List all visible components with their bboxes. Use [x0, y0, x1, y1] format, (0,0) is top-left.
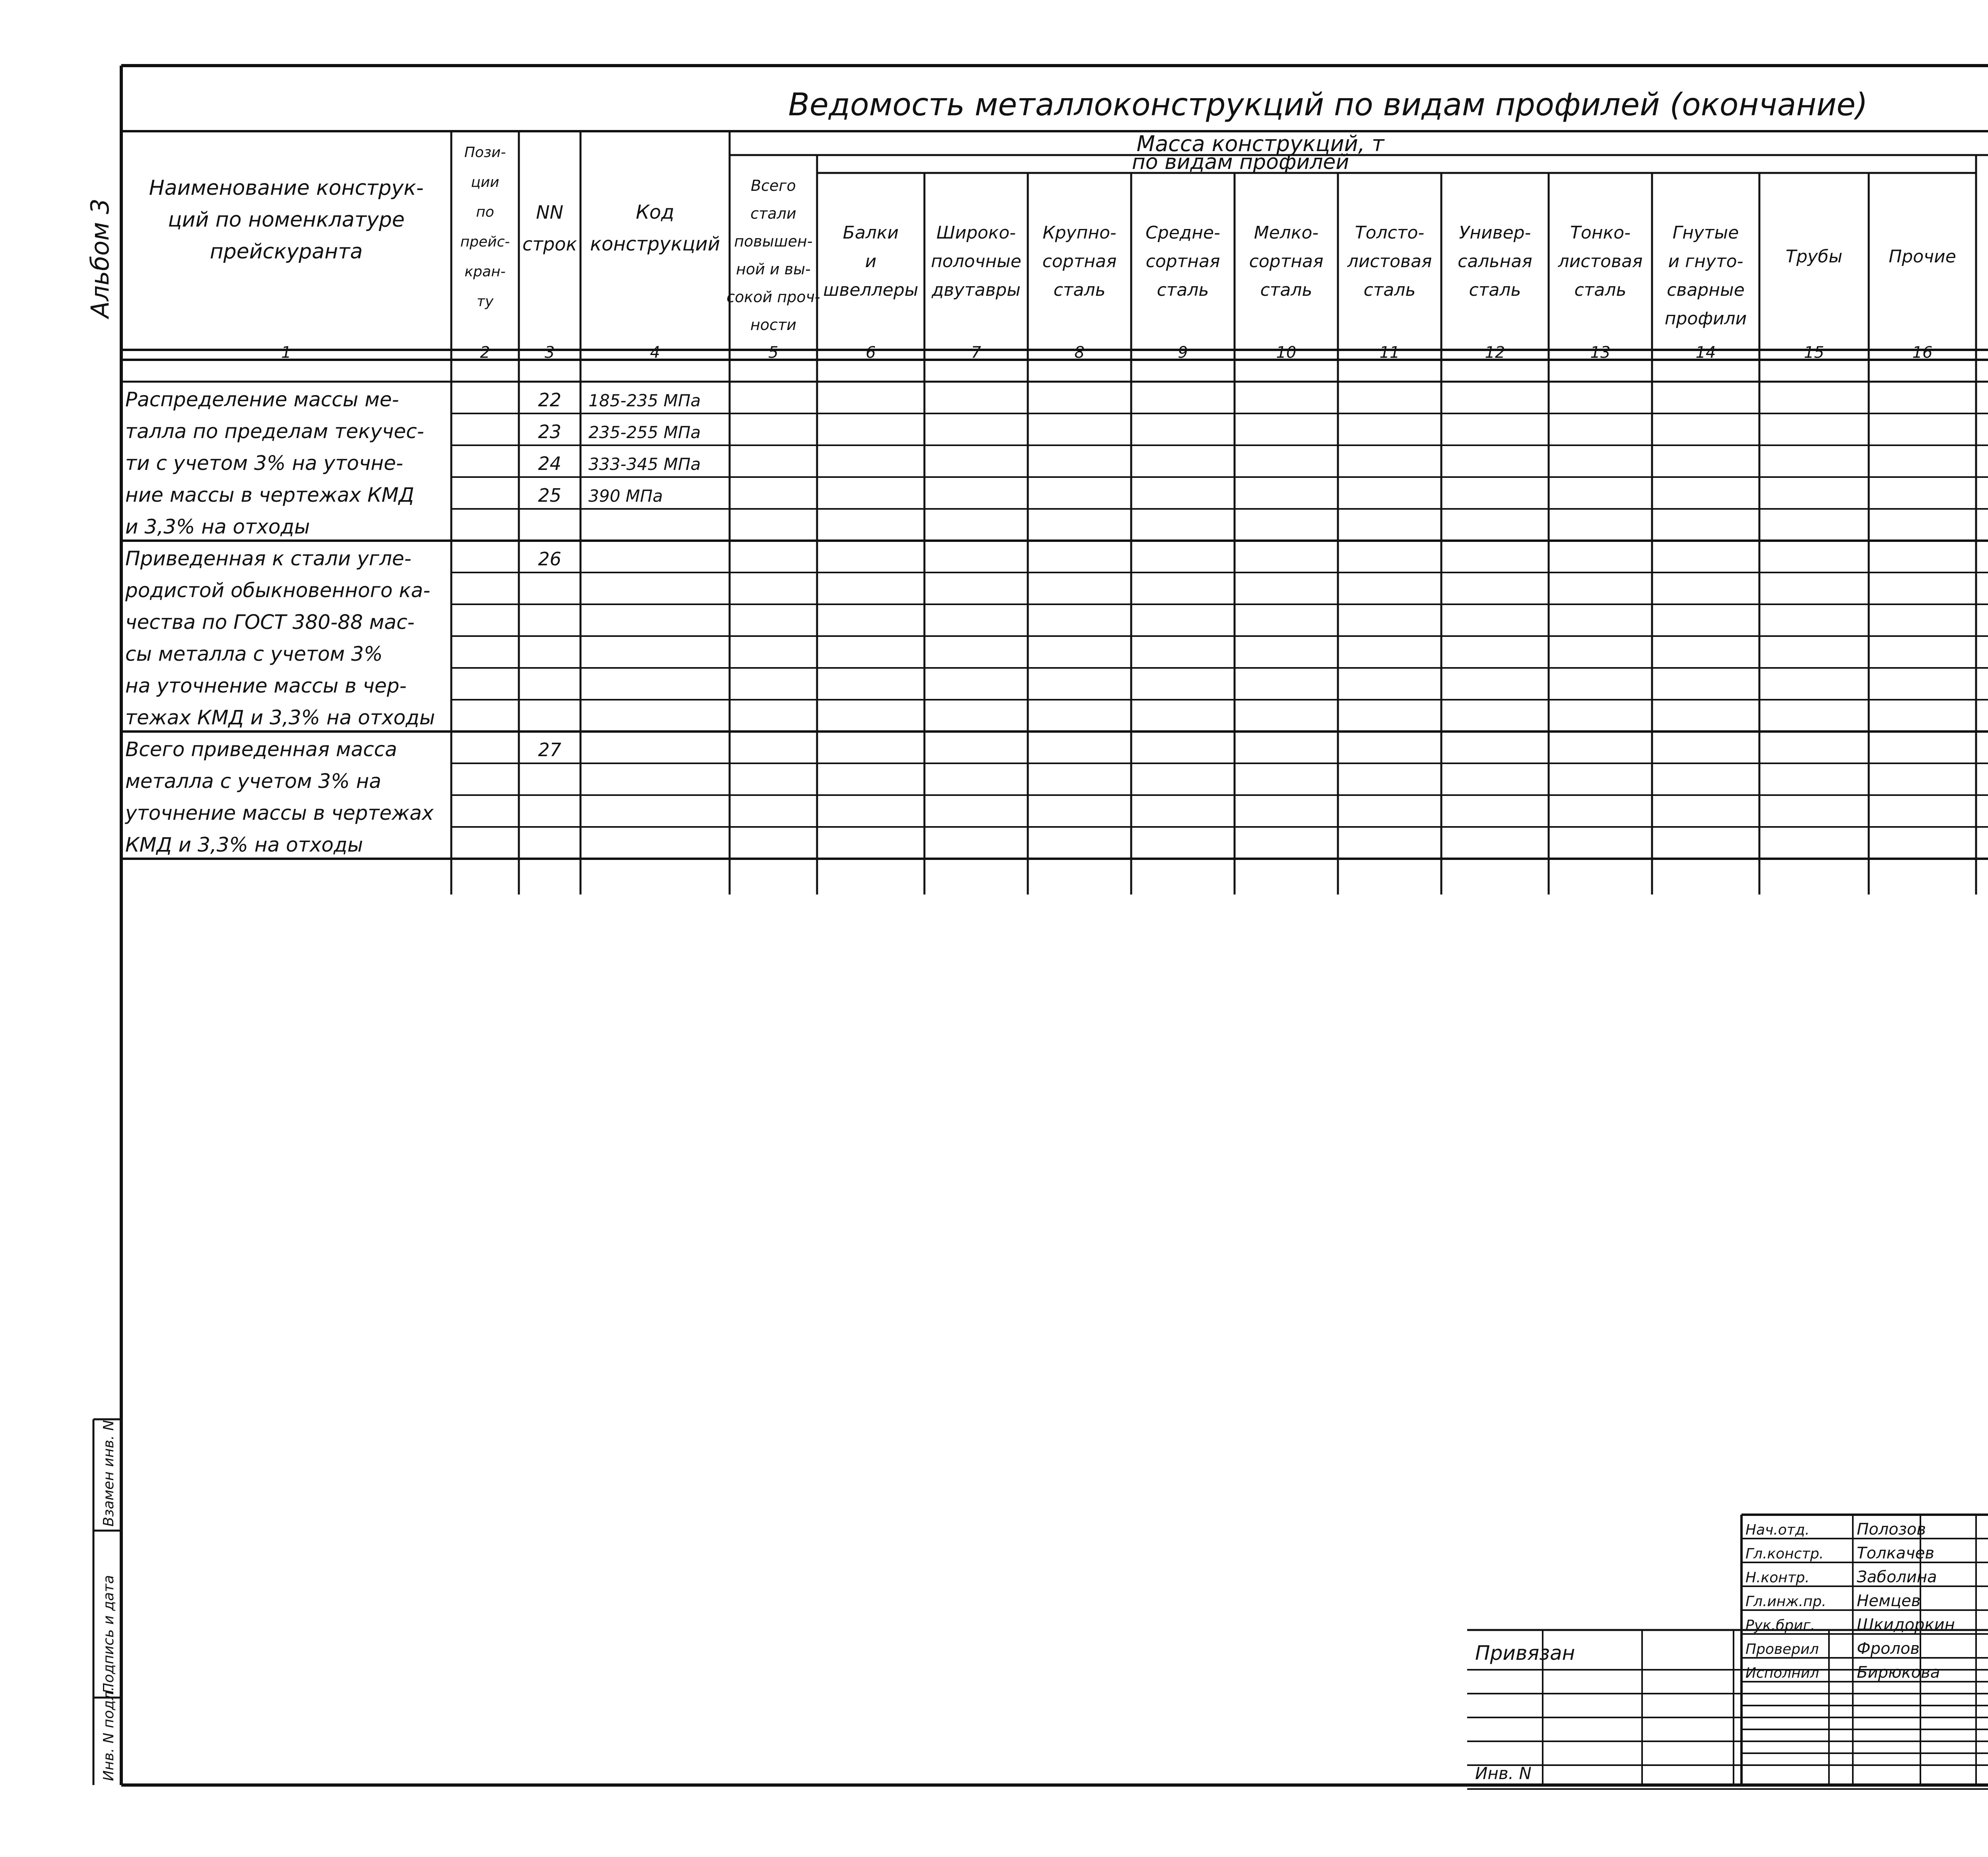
row-name: Распределение массы ме- [125, 388, 399, 411]
signature-name: Толкачев [1857, 1544, 1934, 1562]
header-col5: повышен- [734, 233, 813, 250]
row-name: ние массы в чертежах КМД [125, 483, 414, 506]
header-profile: и [865, 251, 877, 272]
header-col2: ту [476, 293, 494, 310]
header-profile: Трубы [1786, 246, 1842, 267]
header-col5: сокой проч- [726, 288, 820, 306]
column-number: 12 [1485, 343, 1505, 362]
row-line-number: 22 [538, 389, 561, 411]
header-profile: Тонко- [1570, 223, 1631, 243]
column-number: 1 [281, 343, 291, 362]
signature-role: Нач.отд. [1745, 1522, 1810, 1538]
column-number: 14 [1695, 343, 1716, 362]
header-profile: сталь [1053, 280, 1106, 300]
header-col5: ности [750, 316, 796, 334]
row-code: 185-235 МПа [588, 391, 701, 410]
header-profile: сварные [1667, 280, 1745, 300]
signature-role: Исполнил [1745, 1665, 1819, 1681]
column-number: 15 [1804, 343, 1824, 362]
header-profile: и гнуто- [1668, 251, 1743, 272]
header-profile: Прочие [1889, 246, 1956, 267]
header-profile: сталь [1469, 280, 1521, 300]
row-line-number: 27 [538, 739, 561, 761]
signature-role: Проверил [1745, 1641, 1819, 1657]
header-col2: прейс- [460, 234, 510, 250]
table-title: Ведомость металлоконструкций по видам профилей (окончание) [788, 87, 1868, 123]
row-name: Всего приведенная масса [125, 738, 397, 761]
column-number: 16 [1912, 343, 1933, 362]
row-name: на уточнение массы в чер- [125, 674, 407, 697]
header-profile: сталь [1260, 280, 1312, 300]
privyazan-label: Привязан [1475, 1642, 1575, 1665]
row-line-number: 23 [538, 421, 561, 442]
row-name: уточнение массы в чертежах [125, 801, 434, 825]
row-name: и 3,3% на отходы [125, 515, 310, 538]
row-name: тежах КМД и 3,3% на отходы [125, 706, 435, 729]
header-col4: Код [636, 201, 674, 223]
header-profile: двутавры [932, 280, 1021, 300]
header-profile: Толсто- [1355, 223, 1425, 243]
left-strip-label: Подпись и дата [101, 1575, 117, 1694]
header-col4: конструкций [590, 233, 720, 255]
row-name: металла с учетом 3% на [125, 770, 381, 793]
header-col1: Наименование конструк- [149, 176, 424, 200]
column-number: 11 [1379, 343, 1400, 362]
row-code: 235-255 МПа [588, 423, 701, 442]
signature-name: Заболина [1857, 1568, 1937, 1586]
signature-name: Бирюкова [1857, 1663, 1940, 1682]
left-strip-label: Взамен инв. N [101, 1420, 117, 1527]
table-text [101, 87, 1988, 1853]
header-profile: сортная [1042, 251, 1117, 272]
header-profile: листовая [1558, 251, 1643, 272]
signature-role: Н.контр. [1745, 1570, 1810, 1586]
header-profile: профили [1664, 309, 1747, 329]
header-profile: сталь [1157, 280, 1209, 300]
row-code: 390 МПа [588, 486, 663, 506]
header-profile: листовая [1347, 251, 1432, 272]
column-number: 2 [480, 343, 490, 362]
header-profile: Универ- [1459, 223, 1531, 243]
row-name: Приведенная к стали угле- [125, 547, 412, 570]
header-col3: NN [536, 202, 563, 223]
row-name: ти с учетом 3% на уточне- [125, 452, 403, 475]
header-profile: сортная [1249, 251, 1324, 272]
signature-role: Гл.инж.пр. [1745, 1593, 1827, 1610]
column-number: 10 [1276, 343, 1297, 362]
row-line-number: 25 [538, 485, 561, 506]
header-col5: Всего [751, 177, 796, 194]
column-number: 5 [768, 343, 779, 362]
column-number: 13 [1590, 343, 1611, 362]
signature-name: Немцев [1857, 1592, 1921, 1610]
header-profile: швеллеры [823, 280, 918, 300]
signature-name: Фролов [1857, 1640, 1920, 1658]
row-code: 333-345 МПа [588, 454, 701, 474]
row-name: чества по ГОСТ 380-88 мас- [125, 611, 415, 634]
header-col1: ций по номенклатуре [168, 208, 405, 232]
row-line-number: 26 [538, 548, 561, 570]
row-line-number: 24 [538, 453, 561, 474]
header-profile: Крупно- [1043, 223, 1116, 243]
album-label: Альбом 3 [85, 198, 115, 318]
column-number: 8 [1074, 343, 1085, 362]
signature-name: Шкидоркин [1857, 1616, 1955, 1634]
left-strip-label: Инв. N подл. [101, 1686, 117, 1781]
signature-name: Полозов [1857, 1520, 1926, 1539]
header-profile: сальная [1458, 251, 1532, 272]
header-col1: прейскуранта [210, 240, 363, 264]
column-number: 4 [650, 343, 660, 362]
header-profile: Широко- [936, 223, 1016, 243]
inv-label: Инв. N [1475, 1764, 1532, 1783]
signature-role: Гл.констр. [1745, 1546, 1824, 1562]
header-col2: ции [471, 174, 499, 190]
header-col5: ной и вы- [736, 260, 811, 278]
header-col2: по [476, 204, 494, 220]
header-profile: сталь [1574, 280, 1627, 300]
header-profile: Средне- [1145, 223, 1220, 243]
column-number: 6 [866, 343, 876, 362]
header-profile: Мелко- [1254, 223, 1319, 243]
header-by-profile: по видам профилей [1132, 150, 1349, 174]
row-name: родистой обыкновенного ка- [125, 579, 431, 602]
header-profile: сталь [1363, 280, 1416, 300]
header-col2: Пози- [464, 144, 506, 161]
row-name: КМД и 3,3% на отходы [125, 833, 363, 856]
row-name: талла по пределам текучес- [125, 420, 424, 443]
header-profile: сортная [1145, 251, 1220, 272]
header-col2: кран- [464, 264, 506, 280]
row-name: сы металла с учетом 3% [125, 642, 383, 666]
header-mass-group: Масса конструкций, т [1136, 131, 1384, 156]
header-profile: Балки [843, 223, 899, 243]
column-number: 7 [971, 343, 981, 362]
header-col3: строк [522, 233, 577, 255]
signature-role: Рук.бриг. [1745, 1617, 1815, 1634]
header-profile: полочные [931, 251, 1021, 272]
header-profile: Гнутые [1672, 223, 1739, 243]
column-number: 9 [1178, 343, 1188, 362]
header-col5: стали [750, 205, 796, 222]
column-number: 3 [544, 343, 555, 362]
